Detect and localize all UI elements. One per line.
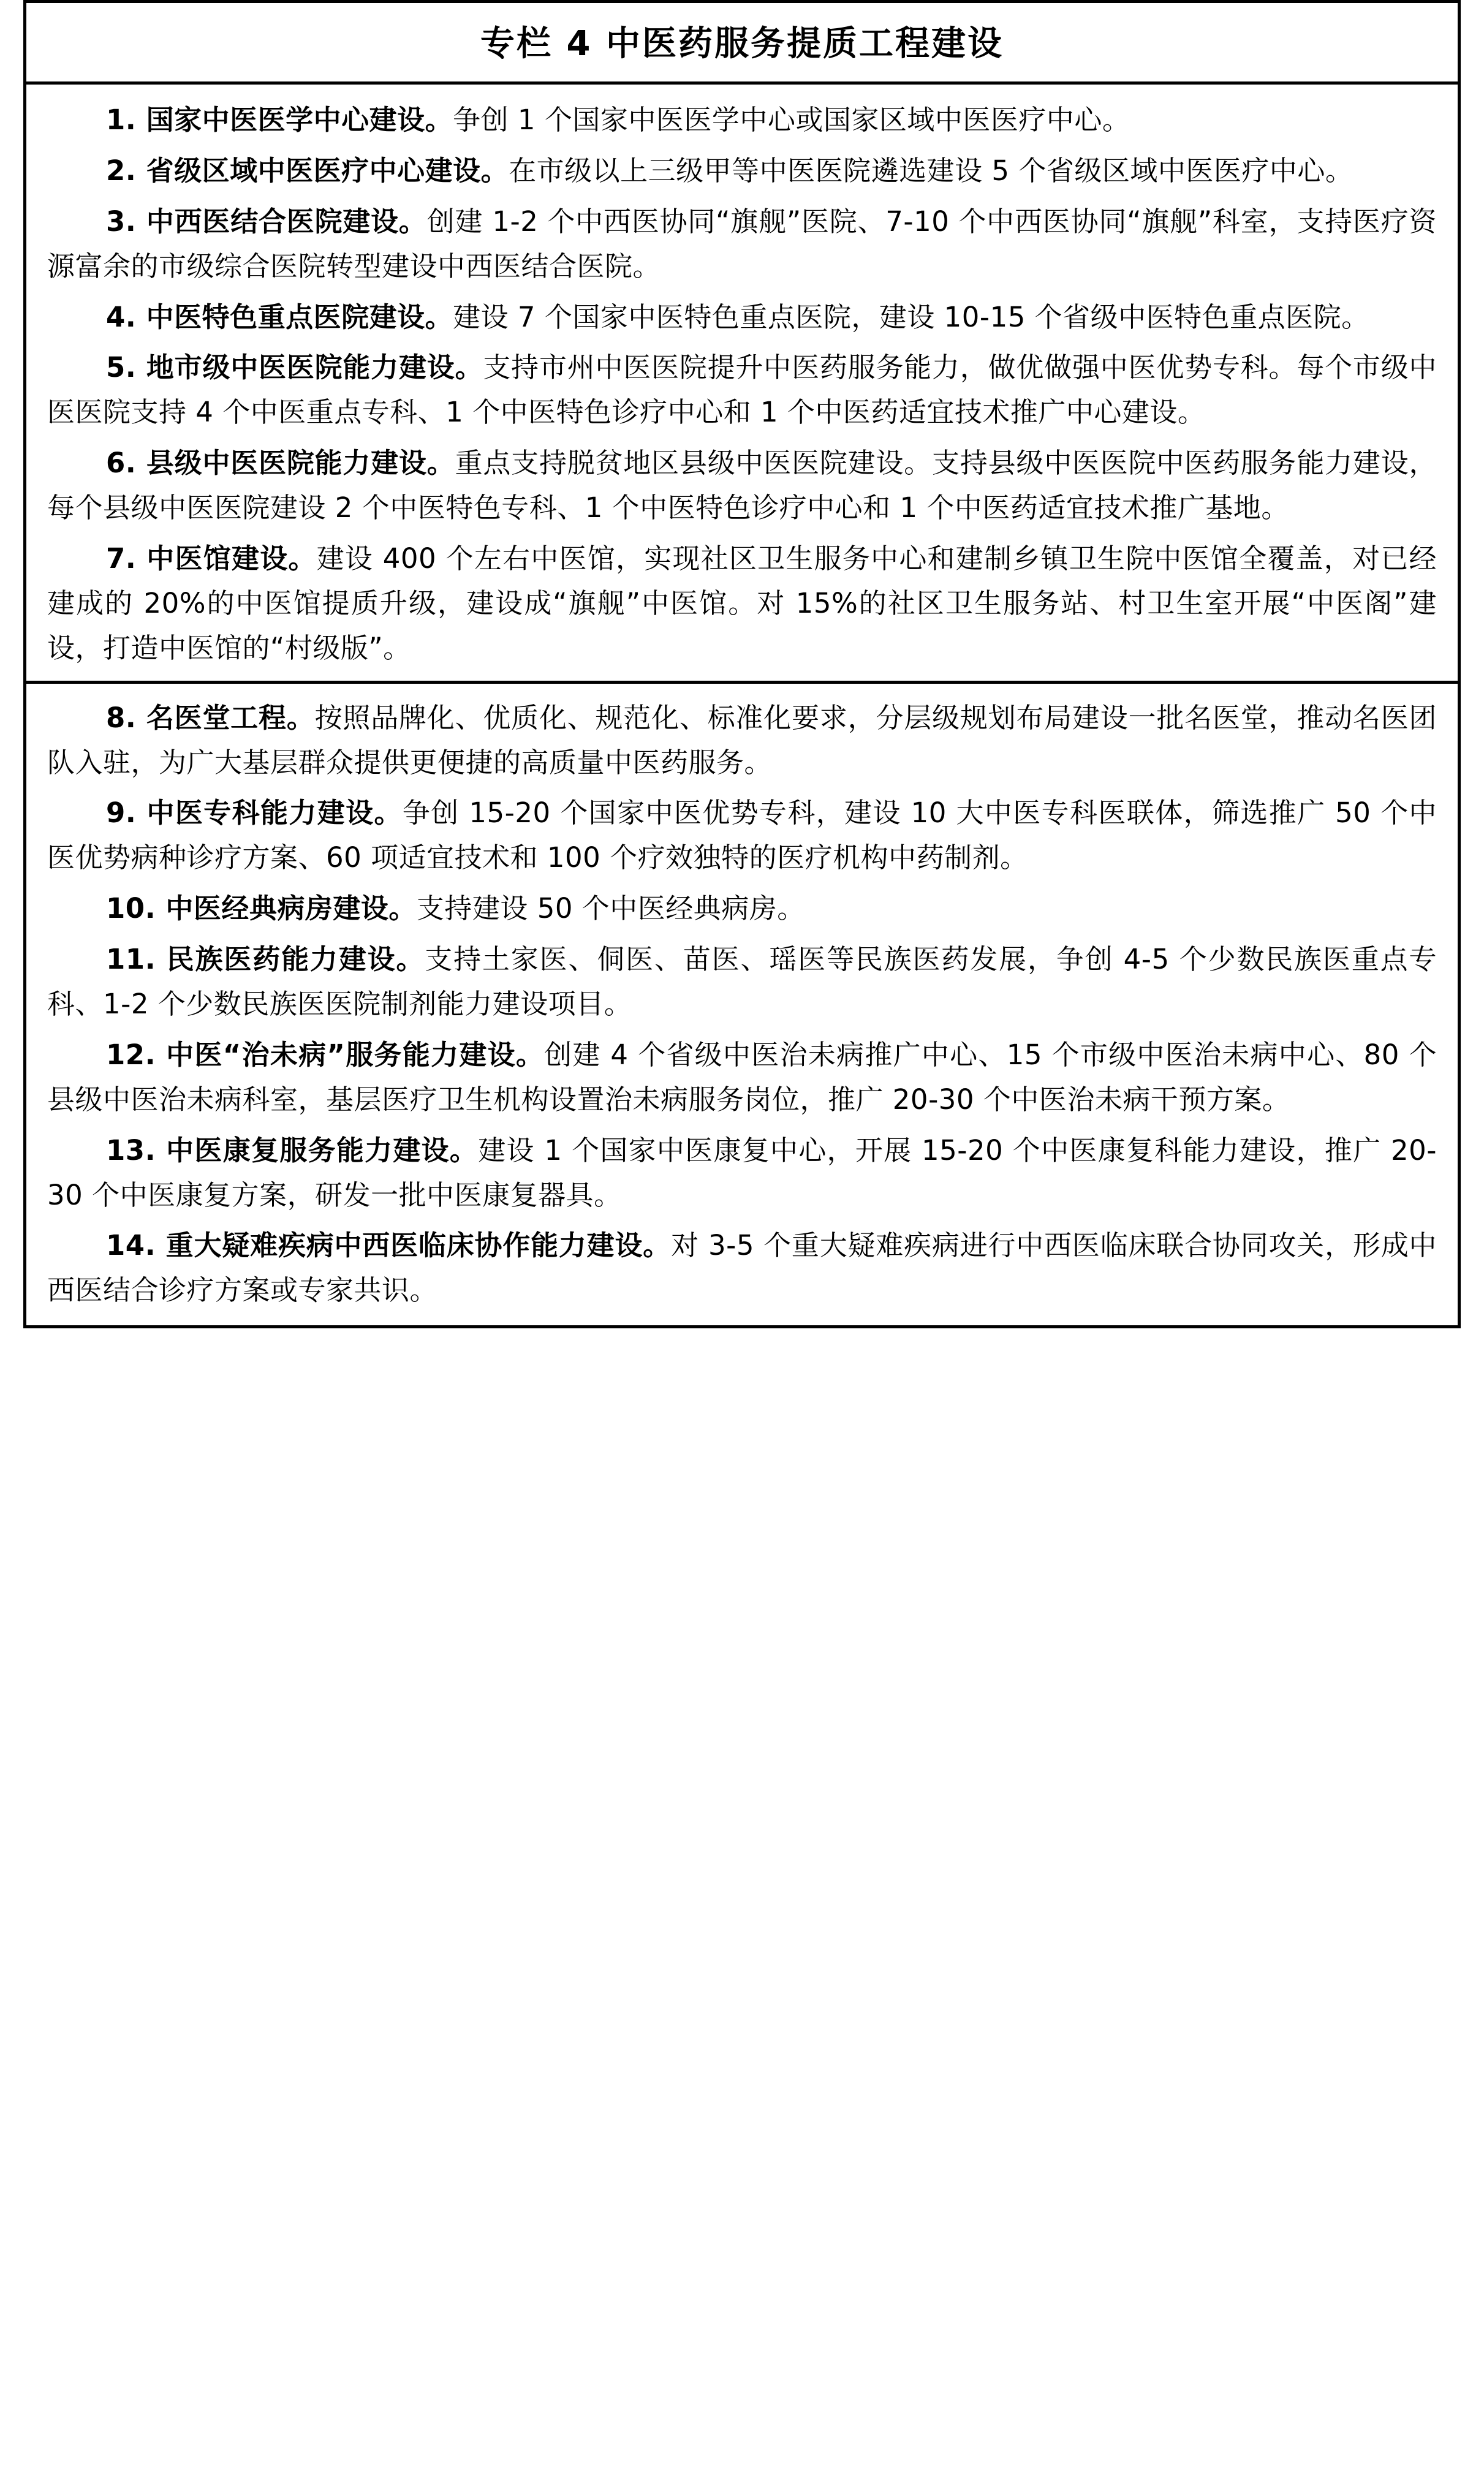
document-title-bar bbox=[26, 3, 1458, 85]
list-item-text: 重点支持脱贫地区县级中医医院建设。支持县级中医医院中医药服务能力建设，每个县级中医医院建设 2 个中医特色专科、1 个中医特色诊疗中心和 1 个中医药适宜技术推广基地。 bbox=[47, 447, 1437, 524]
list-item bbox=[47, 1033, 1437, 1122]
list-item-lead: 14. 重大疑难疾病中西医临床协作能力建设。 bbox=[106, 1229, 672, 1262]
list-item-lead: 12. 中医“治未病”服务能力建设。 bbox=[106, 1038, 545, 1071]
list-item-text: 建设 7 个国家中医特色重点医院，建设 10-15 个省级中医特色重点医院。 bbox=[453, 300, 1369, 333]
list-item-text: 建设 400 个左右中医馆，实现社区卫生服务中心和建制乡镇卫生院中医馆全覆盖，对已经建成的 20%的中医馆提质升级，建设成“旗舰”中医馆。对 15%的社区卫生服务站、村卫生室开展“中医阁”建设，打造中医馆的“村级版”。 bbox=[47, 542, 1437, 664]
list-item bbox=[47, 441, 1437, 531]
document-bottom-rule bbox=[23, 1325, 1461, 1328]
list-item bbox=[47, 149, 1437, 194]
list-item-lead: 3. 中西医结合医院建设。 bbox=[106, 205, 427, 238]
list-item bbox=[47, 200, 1437, 289]
list-item-text: 创建 4 个省级中医治未病推广中心、15 个市级中医治未病中心、80 个县级中医治未病科室，基层医疗卫生机构设置治未病服务岗位，推广 20-30 个中医治未病干预方案。 bbox=[47, 1038, 1437, 1116]
list-item-lead: 11. 民族医药能力建设。 bbox=[106, 943, 425, 976]
list-item-text: 争创 1 个国家中医医学中心或国家区域中医医疗中心。 bbox=[453, 104, 1130, 136]
list-item-text: 支持市州中医医院提升中医药服务能力，做优做强中医优势专科。每个市级中医医院支持 4 个中医重点专科、1 个中医特色诊疗中心和 1 个中医药适宜技术推广中心建设。 bbox=[47, 351, 1437, 429]
list-item bbox=[47, 537, 1437, 671]
list-item-lead: 13. 中医康复服务能力建设。 bbox=[106, 1133, 479, 1167]
list-item-lead: 1. 国家中医医学中心建设。 bbox=[106, 104, 453, 136]
list-item bbox=[47, 696, 1437, 785]
list-item-lead: 9. 中医专科能力建设。 bbox=[106, 797, 403, 830]
list-item-lead: 10. 中医经典病房建设。 bbox=[106, 892, 417, 925]
section-divider bbox=[26, 681, 1458, 684]
list-item-text: 支持建设 50 个中医经典病房。 bbox=[416, 892, 805, 925]
list-item bbox=[47, 1129, 1437, 1218]
list-item-text: 争创 15-20 个国家中医优势专科，建设 10 大中医专科医联体，筛选推广 50 个中医优势病种诊疗方案、60 项适宜技术和 100 个疗效独特的医疗机构中药制剂。 bbox=[47, 797, 1437, 874]
list-item bbox=[47, 1224, 1437, 1313]
page-title: 专栏 4 中医药服务提质工程建设 bbox=[480, 24, 1004, 64]
list-item-lead: 2. 省级区域中医医疗中心建设。 bbox=[106, 154, 509, 187]
list-item-text: 支持土家医、侗医、苗医、瑶医等民族医药发展，争创 4-5 个少数民族医重点专科、1-2 个少数民族医医院制剂能力建设项目。 bbox=[47, 943, 1437, 1021]
list-item bbox=[47, 791, 1437, 880]
list-item-text: 按照品牌化、优质化、规范化、标准化要求，分层级规划布局建设一批名医堂，推动名医团队入驻，为广大基层群众提供更便捷的高质量中医药服务。 bbox=[47, 701, 1437, 779]
list-item-lead: 5. 地市级中医医院能力建设。 bbox=[106, 351, 483, 384]
list-item bbox=[47, 937, 1437, 1027]
list-item bbox=[47, 295, 1437, 340]
list-item bbox=[47, 346, 1437, 435]
list-item-text: 创建 1-2 个中西医协同“旗舰”医院、7-10 个中西医协同“旗舰”科室，支持医疗资源富余的市级综合医院转型建设中西医结合医院。 bbox=[47, 205, 1437, 282]
document-frame bbox=[23, 0, 1461, 1325]
document-body bbox=[26, 85, 1458, 1325]
list-item bbox=[47, 98, 1437, 143]
items-group-one bbox=[47, 98, 1437, 671]
list-item-text: 建设 1 个国家中医康复中心，开展 15-20 个中医康复科能力建设，推广 20-30 个中医康复方案，研发一批中医康复器具。 bbox=[47, 1133, 1437, 1211]
list-item-lead: 7. 中医馆建设。 bbox=[106, 542, 317, 575]
items-group-two bbox=[47, 696, 1437, 1314]
list-item bbox=[47, 887, 1437, 931]
list-item-lead: 8. 名医堂工程。 bbox=[106, 701, 315, 734]
list-item-text: 在市级以上三级甲等中医医院遴选建设 5 个省级区域中医医疗中心。 bbox=[509, 154, 1353, 187]
list-item-text: 对 3-5 个重大疑难疾病进行中西医临床联合协同攻关，形成中西医结合诊疗方案或专家共识。 bbox=[47, 1229, 1437, 1307]
list-item-lead: 4. 中医特色重点医院建设。 bbox=[106, 300, 453, 333]
list-item-lead: 6. 县级中医医院能力建设。 bbox=[106, 447, 455, 480]
